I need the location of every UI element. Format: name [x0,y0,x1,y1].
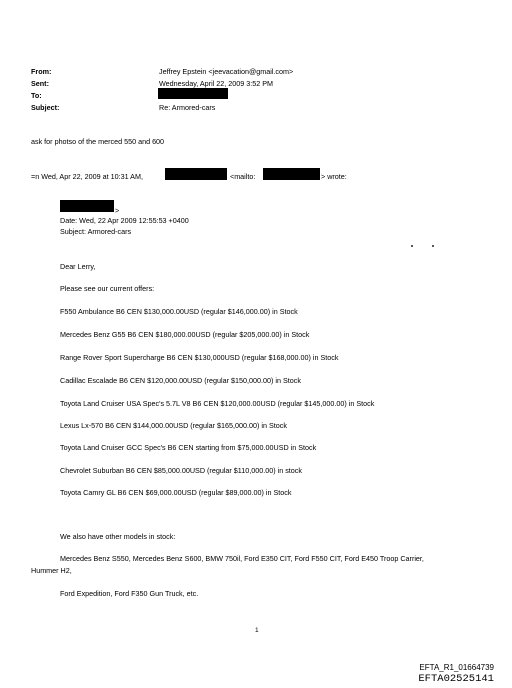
subject-label: Subject: [31,103,60,112]
redaction-gt: > [115,206,120,215]
other-models-intro: We also have other models in stock: [60,532,176,541]
forward-redaction [60,200,114,212]
other-models-line: Ford Expedition, Ford F350 Gun Truck, etc. [60,589,199,598]
offer-item: Mercedes Benz G55 B6 CEN $180,000.00USD (regular $205,000.00) in Stock [60,330,310,339]
offer-item: Toyota Camry GL B6 CEN $69,000.00USD (regular $89,000.00) in Stock [60,488,292,497]
offer-item: Lexus Lx-570 B6 CEN $144,000.00USD (regular $165,000.00) in Stock [60,421,287,430]
footer-id-secondary: EFTA02525141 [418,673,494,685]
page-number: 1 [255,627,259,634]
offer-item: Toyota Land Cruiser GCC Spec's B6 CEN starting from $75,000.00USD in Stock [60,443,317,452]
offer-item: Cadillac Escalade B6 CEN $120,000.00USD (regular $150,000.00) in Stock [60,376,301,385]
from-value: Jeffrey Epstein <jeevacation@gmail.com> [159,67,294,76]
quote-wrote: > wrote: [321,172,347,181]
scan-speck [432,245,434,247]
subject-value: Re: Armored-cars [159,103,216,112]
quote-mailto: <mailto: [230,172,256,181]
scan-speck [411,245,413,247]
offer-item: Chevrolet Suburban B6 CEN $85,000.00USD (regular $110,000.00) in stock [60,466,302,475]
greeting: Dear Lerry, [60,262,96,271]
quote-email-redaction [263,168,320,180]
quote-intro: =n Wed, Apr 22, 2009 at 10:31 AM, [31,172,143,181]
to-label: To: [31,91,42,100]
quote-sender-redaction [165,168,227,180]
offers-intro: Please see our current offers: [60,284,155,293]
to-redaction [158,88,228,99]
offer-item: Toyota Land Cruiser USA Spec's 5.7L V8 B6 CEN $120,000.00USD (regular $145,000.00) in Stock [60,399,375,408]
offer-item: Range Rover Sport Supercharge B6 CEN $130,000USD (regular $168,000.00) in Stock [60,353,339,362]
footer-id-primary: EFTA_R1_01664739 [419,663,494,672]
sent-label: Sent: [31,79,49,88]
other-models-line: Hummer H2, [31,566,72,575]
subject-line: Subject: Armored-cars [60,227,132,236]
sent-value: Wednesday, April 22, 2009 3:52 PM [159,79,274,88]
from-label: From: [31,67,52,76]
offer-item: F550 Ambulance B6 CEN $130,000.00USD (regular $146,000.00) in Stock [60,307,298,316]
reply-text: ask for photso of the merced 550 and 600 [31,137,165,146]
other-models-line: Mercedes Benz S550, Mercedes Benz S600, BMW 750il, Ford E350 CIT, Ford F550 CIT, Ford E450 Troop Carrier, [60,554,424,563]
date-line: Date: Wed, 22 Apr 2009 12:55:53 +0400 [60,216,189,225]
